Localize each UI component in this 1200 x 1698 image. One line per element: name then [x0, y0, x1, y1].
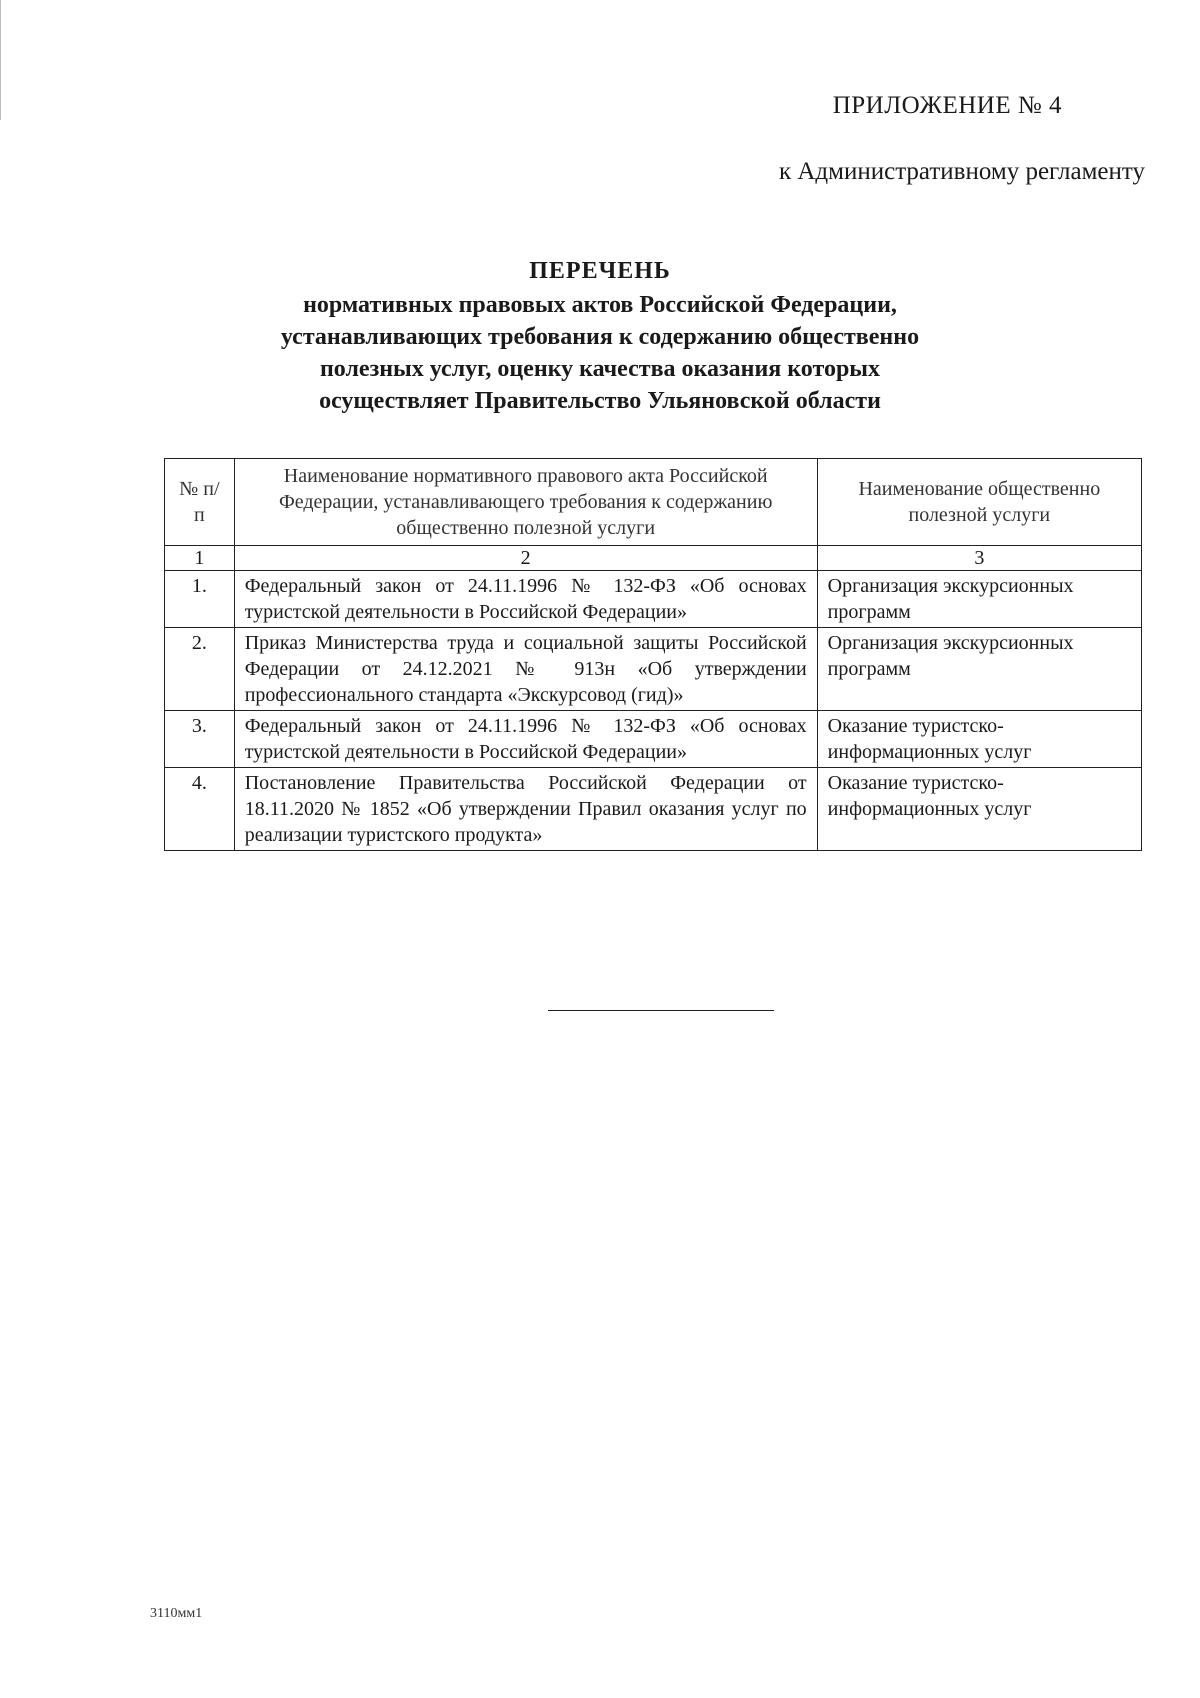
row-num: 4.	[165, 768, 235, 851]
header-service: Наименование общественно полезной услуги	[817, 459, 1141, 546]
row-num: 1.	[165, 571, 235, 628]
footer-code: 3110мм1	[150, 1606, 203, 1621]
end-separator-line	[548, 1010, 774, 1011]
row-num: 2.	[165, 628, 235, 711]
table-header-row	[165, 459, 1142, 546]
table-row	[165, 711, 1142, 768]
column-index: 1	[165, 546, 235, 571]
column-index: 2	[234, 546, 817, 571]
heading-line: нормативных правовых актов Российской Федерации,	[303, 292, 897, 318]
table-row	[165, 628, 1142, 711]
row-service: Организация экскурсионных программ	[817, 628, 1141, 711]
heading-main: ПЕРЕЧЕНЬ	[529, 258, 671, 284]
heading-line: устанавливающих требования к содержанию общественно	[280, 324, 920, 350]
column-index-row	[165, 546, 1142, 571]
appendix-subtitle: к Административному регламенту	[778, 158, 1145, 185]
heading-line: полезных услуг, оценку качества оказания которых	[319, 356, 881, 382]
row-service: Организация экскурсионных программ	[817, 571, 1141, 628]
column-index: 3	[817, 546, 1141, 571]
heading-line: осуществляет Правительство Ульяновской области	[319, 388, 881, 414]
row-act: Приказ Министерства труда и социальной защиты Российской Федерации от 24.12.2021 № 913н «Об утверждении профессионального стандарта «Экскурсовод (гид)»	[234, 628, 817, 711]
header-act: Наименование нормативного правового акта Российской Федерации, устанавливающего требования к содержанию общественно полезной услуги	[234, 459, 817, 546]
header-num: № п/п	[165, 459, 235, 546]
row-act: Постановление Правительства Российской Федерации от 18.11.2020 № 1852 «Об утверждении Правил оказания услуг по реализации туристского продукта»	[234, 768, 817, 851]
appendix-title: ПРИЛОЖЕНИЕ № 4	[832, 92, 1062, 119]
table-row	[165, 571, 1142, 628]
acts-table	[164, 458, 1142, 851]
row-act: Федеральный закон от 24.11.1996 № 132-ФЗ «Об основах туристской деятельности в Российской Федерации»	[234, 711, 817, 768]
table-row	[165, 768, 1142, 851]
scan-edge-line	[0, 0, 1, 120]
row-num: 3.	[165, 711, 235, 768]
row-service: Оказание туристско-информационных услуг	[817, 711, 1141, 768]
row-service: Оказание туристско-информационных услуг	[817, 768, 1141, 851]
row-act: Федеральный закон от 24.11.1996 № 132-ФЗ «Об основах туристской деятельности в Российской Федерации»	[234, 571, 817, 628]
document-heading	[150, 255, 1050, 417]
